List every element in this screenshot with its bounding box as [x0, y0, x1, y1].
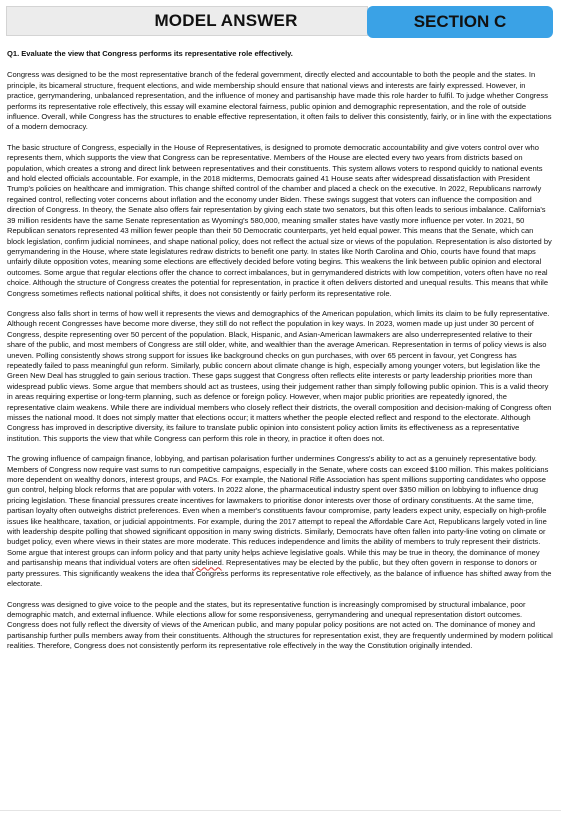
paragraph-influence: [7, 454, 553, 589]
model-answer-title: MODEL ANSWER: [154, 11, 298, 30]
paragraph-influence-end: . Representatives may be elected by the public, but they often govern in response to donors or party pressures. This significantly weakens the idea that Congress performs its representative role effectively, as the balance of influence has shifted away from the electorate.: [7, 558, 552, 589]
paragraph-demographics: Congress also falls short in terms of how well it represents the views and demographics of the American population, which limits its claim to be fully representative. Although recent Congresses have become more diverse, they still do not reflect the population in key ways. In 2023, women made up just under 30 percent of Congress, despite representing over 50 percent of the population. Black, Hispanic, and Asian-American lawmakers are also underrepresented relative to their share of the public, and most members of Congress are still older, white, and wealthier than the average American. Representation in terms of policy views is also uneven. Polling consistently shows strong support for issues like background checks on gun purchases, with over 65 percent in favour, yet Congress has repeatedly failed to pass meaningful gun reform. Similarly, public concern about climate change is high, especially among younger voters, but legislation like the Green New Deal has struggled to gain serious traction. These gaps suggest that Congress often reflects elite interests or party leadership priorities more than widespread public views. Some argue that members should act as trustees, using their judgement rather than simply following public opinion. This is a valid theory in areas requiring expertise or long-term planning, such as defence or foreign policy. However, when major public priorities are repeatedly ignored, the representative claim weakens. While there are individual members who closely reflect their districts, the overall composition and decision-making of Congress often misses the national mood. It does not simply matter that elections occur; it matters whether the people elected reflect and respond to the electorate. Although Congress has improved in descriptive diversity, its failure to translate public opinion into consistent policy action limits its effectiveness as a representative institution. This supports the view that while Congress can perform this role in theory, in practice it often does not.: [7, 308, 552, 443]
spellcheck-flagged-word: sidelined: [192, 558, 222, 568]
paragraph-influence-text: The growing influence of campaign finance, lobbying, and partisan polarisation further undermines Congress's ability to act as a genuinely representative body. Members of Congress now require vast sums to run competitive campaigns, especially in the Senate, where costs can exceed $100 million. This makes politicians more dependent on wealthy donors, interest groups, and PACs. For example, the National Rifle Association has spent millions supporting candidates who oppose gun control, helping block reforms that are popular with voters. In 2022 alone, the pharmaceutical industry spent over $350 million on lobbying to influence drug pricing legislation. These financial pressures create incentives for lawmakers to prioritise donor interests over those of ordinary constituents. At the same time, partisan loyalty often outweighs district preferences. Even when a member's constituents favour compromise, party leaders expect unity, especially on high-profile issues like healthcare, taxation, or judicial appointments. For example, during the 2017 attempt to repeal the Affordable Care Act, Republicans largely voted in line with leadership despite polling that showed significant opposition in many swing districts. Similarly, Democrats have often fallen into party-line voting on climate or budget policy, even where views in their states are more moderate. This reduces independence and limits the ability of members to truly represent their districts. Some argue that interest groups can inform policy and that party unity helps achieve legislative goals. While this may be true in theory, the dominance of money and partisanship means that individual voters are often: [7, 454, 549, 568]
section-label: SECTION C: [413, 12, 507, 31]
section-badge: [367, 6, 553, 38]
question-heading: Q1. Evaluate the view that Congress performs its representative role effectively.: [7, 49, 293, 58]
essay-body: [7, 49, 553, 662]
paragraph-introduction: Congress was designed to be the most representative branch of the federal government, directly elected and accountable to both the people and the states. In principle, its bicameral structure, frequent elections, and wide membership should ensure that national views and interests are fairly expressed. However, in practice, gerrymandering, unbalanced representation, and the influence of money and partisanship have made this role harder to fulfil. To judge whether Congress performs its representative role effectively, this essay will examine electoral fairness, public opinion and demographic representation, and the role of outside influence. Overall, while Congress has the structures to enable effective representation, it often fails to deliver this consistently, fairly, or in line with the expectations of a modern democracy.: [7, 70, 552, 132]
page-bottom-divider: [0, 810, 561, 811]
paragraph-conclusion: Congress was designed to give voice to the people and the states, but its representative function is increasingly compromised by structural imbalance, poor demographic match, and external influence. While elections allow for some responsiveness, gerrymandering and unequal representation distort outcomes. Congress does not fully reflect the diversity of views of the American public, and many popular policy positions are not acted on. The dominance of money and partisanship further pulls members away from their constituents. Although the structures for representation exist, they are frequently undermined by modern political realities. Therefore, Congress does not consistently perform its representative role effectively in the way the Constitution originally intended.: [7, 599, 553, 651]
paragraph-structure: The basic structure of Congress, especially in the House of Representatives, is designed to promote democratic accountability and give voters control over who represents them, which supports the view that Congress can be representative. Members of the House are elected every two years from districts based on population, which creates a strong and direct link between representatives and their constituents. This system allows voters to respond quickly to national events and hold elected officials accountable. For example, in the 2018 midterms, Democrats gained 41 House seats after widespread dissatisfaction with President Trump's policies on healthcare and immigration. This change shifted control of the chamber and placed a check on the executive. In 2022, Republicans narrowly regained control, reflecting voter concerns about inflation and the economy under Biden. These swings suggest that voters can influence the composition and direction of Congress. In theory, the Senate also offers fair representation by giving each state two senators, but this often leads to serious imbalance. California's 39 million residents have the same Senate representation as Wyoming's 580,000, meaning smaller states have vastly more influence per voter. In 2021, 50 Republican senators represented 43 million fewer people than their 50 Democratic counterparts, yet held equal power. This means that the Senate, which can block legislation, confirm judicial nominees, and shape national policy, does not reflect the actual size or views of the population. Representation is also distorted by gerrymandering in the House, where state legislatures redraw districts to benefit one party. In states like North Carolina and Ohio, courts have found that maps unfairly dilute opposition votes, meaning some elections are effectively decided before voting begins. This weakens the link between public opinion and electoral outcomes. Some argue that regular elections offer the chance to correct imbalances, but in gerrymandered districts with low competition, voters often have no real choice. Although the structure of Congress creates the potential for representation, in practice it often delivers distorted and unequal results. This means that while Congress sometimes reflects national political shifts, it does not consistently or fairly perform its representative role.: [7, 142, 552, 298]
header: [6, 6, 555, 38]
model-answer-banner: [6, 6, 368, 36]
